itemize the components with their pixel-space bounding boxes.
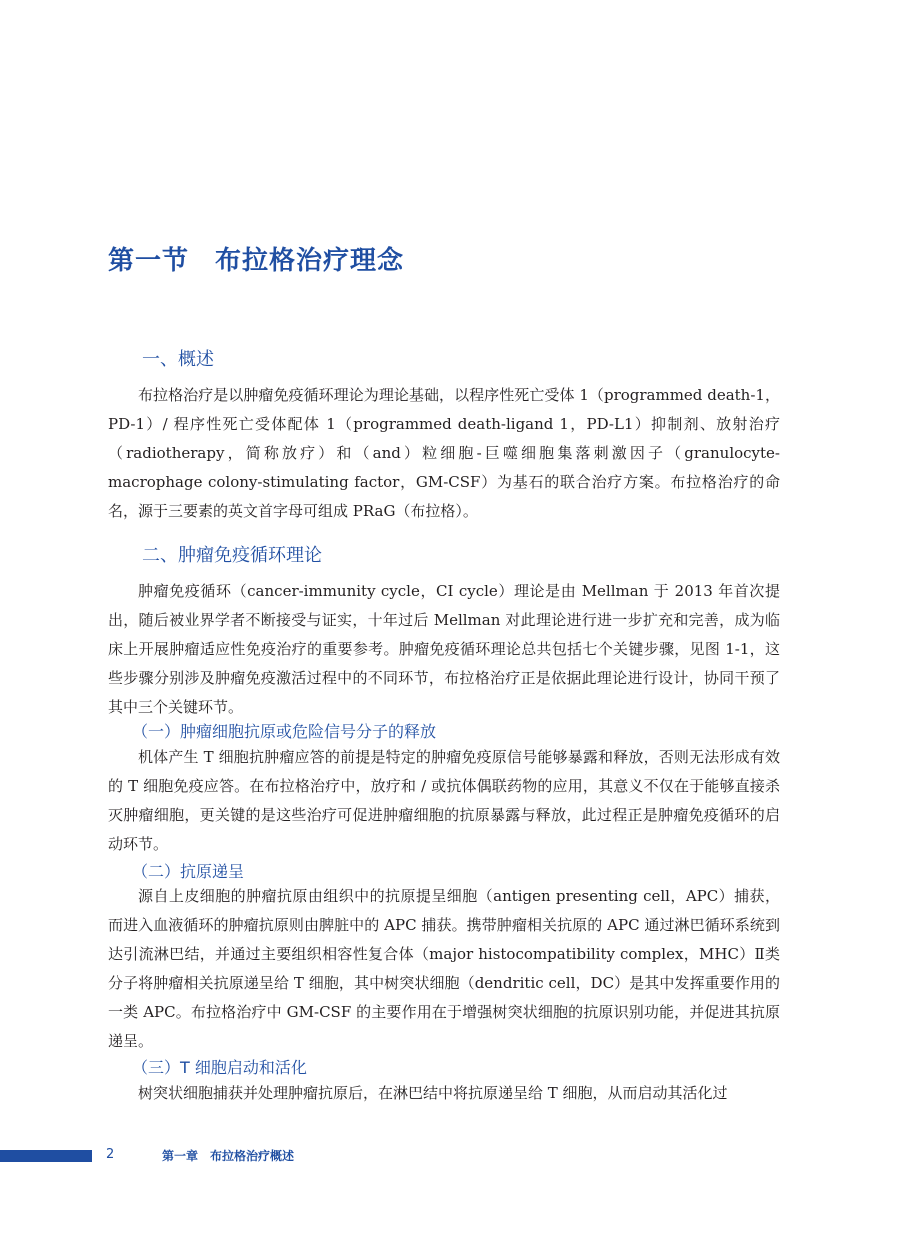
paragraph-ci-theory: 肿瘤免疫循环（cancer-immunity cycle，CI cycle）理论是由 Mellman 于 2013 年首次提出，随后被业界学者不断接受与证实，十年过后 Mellman 对此理论进行进一步扩充和完善，成为临床上开展肿瘤适应性免疫治疗的重要参考。肿瘤免疫循环理论总共包括七个关键步骤，见图 1-1，这些步骤分别涉及肿瘤免疫激活过程中的不同环节，布拉格治疗正是依据此理论进行设计，协同干预了其中三个关键环节。 (108, 582, 780, 716)
section-title-text: 布拉格治疗理念 (215, 246, 405, 276)
paragraph-overview: 布拉格治疗是以肿瘤免疫循环理论为理论基础，以程序性死亡受体 1（programmed death-1，PD-1）/ 程序性死亡受体配体 1（programmed death-ligand 1，PD-L1）抑制剂、放射治疗（radiotherapy，简称放疗）和（and）粒细胞-巨噬细胞集落刺激因子（granulocyte-macrophage colony-stimulating factor，GM-CSF）为基石的联合治疗方案。布拉格治疗的命名，源于三要素的英文首字母可组成 PRaG（布拉格）。 (108, 386, 780, 520)
page-number: 2 (106, 1147, 115, 1162)
paragraph-step1: 机体产生 T 细胞抗肿瘤应答的前提是特定的肿瘤免疫原信号能够暴露和释放，否则无法形成有效的 T 细胞免疫应答。在布拉格治疗中，放疗和 / 或抗体偶联药物的应用，其意义不仅在于能够直接杀灭肿瘤细胞，更关键的是这些治疗可促进肿瘤细胞的抗原暴露与释放，此过程正是肿瘤免疫循环的启动环节。 (108, 748, 780, 853)
chapter-title: 布拉格治疗概述 (210, 1149, 295, 1163)
footer-accent-bar (0, 1150, 92, 1162)
heading-overview: 一、概述 (142, 349, 214, 370)
paragraph-step3: 树突状细胞捕获并处理肿瘤抗原后，在淋巴结中将抗原递呈给 T 细胞，从而启动其活化过 (138, 1084, 728, 1102)
heading-step1: （一）肿瘤细胞抗原或危险信号分子的释放 (132, 722, 437, 741)
section-title (108, 240, 404, 277)
running-footer (162, 1147, 294, 1164)
section-number: 第一节 (108, 246, 190, 276)
chapter-number: 第一章 (162, 1149, 199, 1163)
heading-step2: （二）抗原递呈 (132, 862, 245, 881)
paragraph-step2: 源自上皮细胞的肿瘤抗原由组织中的抗原提呈细胞（antigen presenting cell，APC）捕获，而进入血液循环的肿瘤抗原则由脾脏中的 APC 捕获。携带肿瘤相关抗原的 APC 通过淋巴循环系统到达引流淋巴结，并通过主要组织相容性复合体（major histocompatibility complex，MHC）Ⅱ类分子将肿瘤相关抗原递呈给 T 细胞，其中树突状细胞（dendritic cell，DC）是其中发挥重要作用的一类 APC。布拉格治疗中 GM-CSF 的主要作用在于增强树突状细胞的抗原识别功能，并促进其抗原递呈。 (108, 887, 780, 1050)
heading-ci-theory: 二、肿瘤免疫循环理论 (142, 545, 322, 566)
heading-step3: （三）T 细胞启动和活化 (132, 1058, 307, 1077)
